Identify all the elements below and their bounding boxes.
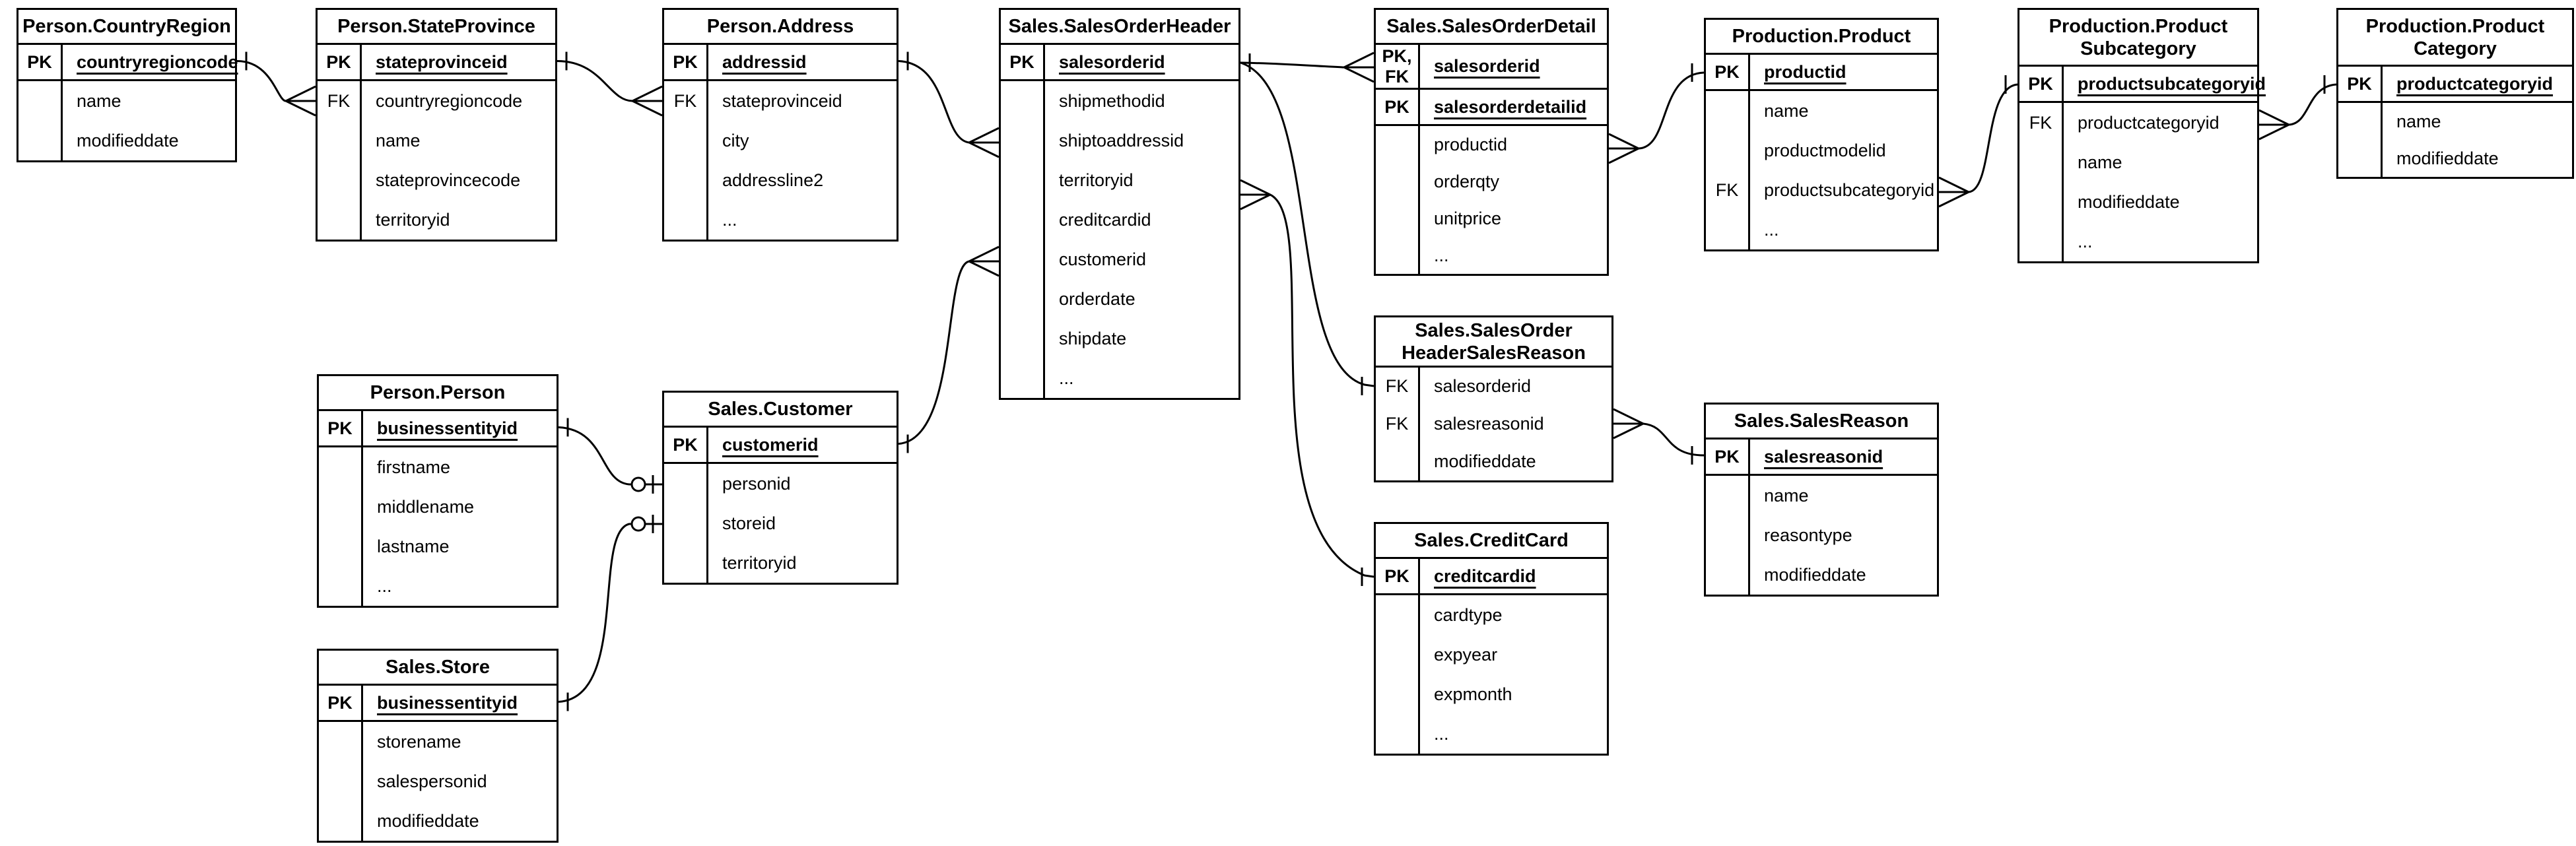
relationship-line[interactable] bbox=[898, 61, 999, 143]
field-cell: modifieddate bbox=[77, 130, 179, 150]
field-cell: businessentityid bbox=[377, 692, 518, 713]
field-row bbox=[1001, 81, 1238, 121]
table-title-line: Sales.Store bbox=[386, 657, 490, 678]
relationship-line[interactable] bbox=[898, 261, 999, 444]
rel-stateprovince-address[interactable] bbox=[557, 52, 662, 116]
field-row bbox=[664, 200, 897, 240]
field-cell: addressline2 bbox=[722, 170, 824, 190]
field-row bbox=[2019, 103, 2257, 143]
field-row bbox=[18, 81, 235, 121]
field-cell: unitprice bbox=[1434, 208, 1502, 228]
key-cell: PK bbox=[1714, 61, 1740, 82]
field-cell: productsubcategoryid bbox=[1764, 179, 1935, 200]
key-row bbox=[1376, 45, 1607, 90]
relationship-line[interactable] bbox=[1613, 424, 1704, 455]
table-title bbox=[318, 10, 555, 45]
field-row bbox=[319, 566, 557, 606]
key-cell: PK bbox=[2347, 73, 2372, 94]
relationship-line[interactable] bbox=[559, 428, 662, 485]
table-title-line: HeaderSalesReason bbox=[1402, 342, 1586, 364]
key-cell: PK bbox=[2028, 73, 2053, 94]
table-title-line: Sales.CreditCard bbox=[1414, 530, 1569, 551]
table-title bbox=[664, 393, 897, 428]
rel-product-productsubcategory[interactable] bbox=[1939, 75, 2017, 207]
key-row bbox=[1376, 559, 1607, 595]
table-title-line: Category bbox=[2414, 38, 2497, 59]
table-title bbox=[664, 10, 897, 45]
field-row bbox=[318, 200, 555, 240]
field-cell: shiptoaddressid bbox=[1059, 130, 1184, 150]
rel-customer-salesorderheader[interactable] bbox=[898, 247, 999, 453]
table-rows bbox=[664, 428, 897, 583]
table-rows bbox=[318, 45, 555, 240]
key-cell: PK bbox=[1714, 446, 1740, 467]
field-row bbox=[664, 543, 897, 583]
table-sales-salesorderdetail[interactable] bbox=[1374, 8, 1609, 276]
field-cell: shipmethodid bbox=[1059, 90, 1165, 111]
field-cell: expmonth bbox=[1434, 684, 1512, 704]
field-cell: name bbox=[1764, 100, 1809, 121]
field-cell: firstname bbox=[377, 457, 451, 477]
field-cell: storename bbox=[377, 731, 461, 752]
table-person-person[interactable] bbox=[317, 374, 559, 608]
field-row bbox=[2338, 103, 2572, 140]
table-title bbox=[319, 651, 557, 686]
key-cell: PK bbox=[27, 51, 52, 72]
field-cell: name bbox=[2078, 152, 2122, 172]
key-cell: PK bbox=[326, 51, 351, 72]
relationship-line[interactable] bbox=[1609, 73, 1704, 148]
field-cell: territoryid bbox=[722, 552, 797, 573]
field-cell: ... bbox=[1059, 368, 1074, 388]
table-person-countryregion[interactable] bbox=[17, 8, 237, 162]
field-row bbox=[18, 121, 235, 160]
rel-store-customer[interactable] bbox=[559, 515, 662, 711]
rel-countryregion-stateprovince[interactable] bbox=[237, 52, 316, 116]
field-row bbox=[1706, 555, 1937, 595]
field-cell: personid bbox=[722, 473, 791, 494]
field-cell: orderqty bbox=[1434, 171, 1500, 191]
field-row bbox=[1001, 319, 1238, 358]
table-title-line: Production.Product bbox=[2049, 15, 2228, 37]
field-cell: territoryid bbox=[376, 209, 450, 230]
field-row bbox=[1706, 170, 1937, 210]
field-row bbox=[1706, 91, 1937, 131]
rel-headersalesreason-salesreason[interactable] bbox=[1613, 409, 1704, 465]
field-row bbox=[1376, 674, 1607, 714]
field-cell: productid bbox=[1434, 134, 1508, 154]
field-row bbox=[664, 81, 897, 121]
field-row bbox=[1706, 131, 1937, 170]
field-row bbox=[2338, 140, 2572, 177]
field-row bbox=[664, 504, 897, 543]
key-cell: PK bbox=[1009, 51, 1034, 72]
field-cell: salesorderdetailid bbox=[1434, 96, 1587, 117]
key-row bbox=[1001, 45, 1238, 81]
field-cell: cardtype bbox=[1434, 604, 1503, 625]
key-row bbox=[18, 45, 238, 81]
key-row bbox=[664, 428, 897, 464]
field-cell: salesreasonid bbox=[1434, 414, 1544, 434]
field-cell: productid bbox=[1764, 61, 1847, 82]
key-cell: PK bbox=[673, 51, 698, 72]
field-row bbox=[1706, 210, 1937, 249]
table-title-line: Person.StateProvince bbox=[337, 16, 535, 37]
zero-circle-marker bbox=[632, 478, 645, 491]
rel-salesorderheader-creditcard[interactable] bbox=[1240, 180, 1374, 586]
key-row bbox=[1706, 439, 1937, 476]
field-row bbox=[318, 121, 555, 160]
relationship-line[interactable] bbox=[1240, 63, 1374, 386]
field-row bbox=[1376, 714, 1607, 754]
table-title bbox=[1376, 317, 1611, 368]
key-row bbox=[2019, 67, 2266, 103]
field-row bbox=[319, 447, 557, 487]
table-title-line: Sales.Customer bbox=[708, 399, 853, 420]
table-sales-salesreason[interactable] bbox=[1704, 403, 1939, 597]
table-sales-salesorderheader[interactable] bbox=[999, 8, 1240, 400]
rel-salesorderheader-headersalesreason[interactable] bbox=[1240, 63, 1374, 395]
field-row bbox=[318, 160, 555, 200]
key-row bbox=[1376, 90, 1607, 126]
table-title bbox=[1001, 10, 1238, 45]
table-rows bbox=[1706, 55, 1937, 249]
table-rows bbox=[18, 45, 238, 160]
table-title-line: Sales.SalesReason bbox=[1734, 410, 1909, 432]
field-row bbox=[319, 762, 557, 801]
relationship-line[interactable] bbox=[237, 61, 316, 102]
field-cell: name bbox=[376, 130, 421, 150]
field-cell: expyear bbox=[1434, 644, 1498, 665]
key-row bbox=[2338, 67, 2572, 103]
field-cell: productcategoryid bbox=[2396, 73, 2554, 94]
field-cell: customerid bbox=[1059, 249, 1147, 269]
field-cell: ... bbox=[2078, 231, 2093, 251]
field-cell: ... bbox=[722, 209, 737, 230]
table-rows bbox=[319, 686, 557, 841]
field-cell: countryregioncode bbox=[376, 90, 523, 111]
table-title-line: Person.Person bbox=[370, 382, 506, 403]
field-row bbox=[319, 722, 557, 762]
key-cell: FK bbox=[1385, 414, 1409, 434]
zero-circle-marker bbox=[632, 517, 645, 531]
table-sales-customer[interactable] bbox=[662, 391, 898, 585]
field-cell: stateprovincecode bbox=[376, 170, 521, 190]
field-row bbox=[1001, 279, 1238, 319]
field-cell: creditcardid bbox=[1434, 566, 1536, 586]
rel-person-customer[interactable] bbox=[559, 418, 662, 494]
table-rows bbox=[1376, 45, 1607, 274]
table-title-line: Person.Address bbox=[706, 16, 854, 37]
key-cell: PK bbox=[673, 434, 698, 455]
field-cell: ... bbox=[1434, 245, 1449, 265]
table-production-product[interactable] bbox=[1704, 18, 1939, 251]
field-row bbox=[1376, 126, 1607, 163]
table-title-line: Sales.SalesOrder bbox=[1415, 319, 1573, 341]
field-cell: countryregioncode bbox=[77, 51, 238, 72]
table-title-line: Sales.SalesOrderDetail bbox=[1386, 16, 1596, 37]
table-rows bbox=[1376, 559, 1607, 754]
key-row bbox=[318, 45, 555, 81]
table-title-line: Sales.SalesOrderHeader bbox=[1008, 16, 1231, 37]
field-cell: salesorderid bbox=[1434, 56, 1540, 76]
field-row bbox=[2019, 143, 2257, 182]
field-cell: name bbox=[77, 90, 121, 111]
field-cell: name bbox=[2396, 111, 2441, 131]
field-cell: productcategoryid bbox=[2078, 112, 2220, 133]
field-row bbox=[1376, 163, 1607, 200]
field-row bbox=[1376, 200, 1607, 237]
table-title bbox=[2019, 10, 2257, 67]
field-cell: name bbox=[1764, 485, 1809, 505]
field-cell: salesorderid bbox=[1434, 376, 1532, 396]
field-row bbox=[664, 160, 897, 200]
field-cell: modifieddate bbox=[2078, 191, 2180, 212]
key-cell: FK bbox=[1715, 179, 1739, 200]
table-rows bbox=[1001, 45, 1238, 398]
field-cell: businessentityid bbox=[377, 418, 518, 438]
field-cell: storeid bbox=[722, 513, 776, 533]
field-cell: modifieddate bbox=[377, 810, 479, 831]
key-cell: PK bbox=[327, 418, 353, 438]
field-cell: salesreasonid bbox=[1764, 446, 1883, 467]
key-cell: FK bbox=[2029, 112, 2052, 133]
field-row bbox=[664, 121, 897, 160]
key-row bbox=[319, 686, 557, 722]
field-cell: salesorderid bbox=[1059, 51, 1165, 72]
key-cell: PK bbox=[1384, 96, 1409, 117]
table-title-line: Subcategory bbox=[2080, 38, 2196, 59]
table-sales-store[interactable] bbox=[317, 649, 559, 843]
table-sales-creditcard[interactable] bbox=[1374, 522, 1609, 756]
field-cell: addressid bbox=[722, 51, 807, 72]
field-row bbox=[1001, 358, 1238, 398]
table-title bbox=[2338, 10, 2572, 67]
rel-productsubcategory-productcategory[interactable] bbox=[2259, 75, 2336, 139]
field-row bbox=[1376, 443, 1611, 480]
field-row bbox=[319, 801, 557, 841]
key-cell: PK, FK bbox=[1382, 46, 1412, 86]
field-cell: customerid bbox=[722, 434, 819, 455]
field-row bbox=[1001, 121, 1238, 160]
relationship-line[interactable] bbox=[1939, 84, 2017, 192]
table-rows bbox=[319, 411, 557, 606]
field-row bbox=[1706, 515, 1937, 555]
field-cell: reasontype bbox=[1764, 525, 1852, 545]
field-row bbox=[1001, 240, 1238, 279]
field-cell: stateprovinceid bbox=[722, 90, 842, 111]
field-cell: orderdate bbox=[1059, 288, 1135, 309]
key-row bbox=[664, 45, 897, 81]
key-row bbox=[1706, 55, 1937, 91]
key-cell: PK bbox=[327, 692, 353, 713]
key-cell: FK bbox=[327, 90, 351, 111]
field-cell: middlename bbox=[377, 496, 475, 517]
table-title-line: Person.CountryRegion bbox=[22, 16, 231, 37]
rel-address-salesorderheader[interactable] bbox=[898, 52, 999, 158]
field-row bbox=[664, 464, 897, 504]
field-row bbox=[1376, 635, 1607, 674]
field-cell: stateprovinceid bbox=[376, 51, 508, 72]
table-person-stateprovince[interactable] bbox=[316, 8, 557, 242]
relationship-line[interactable] bbox=[559, 524, 662, 702]
field-cell: modifieddate bbox=[1434, 451, 1536, 471]
key-cell: PK bbox=[1384, 566, 1409, 586]
field-cell: city bbox=[722, 130, 749, 150]
table-rows bbox=[2338, 67, 2572, 177]
table-title bbox=[1706, 20, 1937, 55]
table-title bbox=[319, 376, 557, 411]
field-row bbox=[1001, 200, 1238, 240]
field-cell: modifieddate bbox=[1764, 564, 1866, 585]
field-cell: productmodelid bbox=[1764, 140, 1886, 160]
rel-salesorderdetail-product[interactable] bbox=[1609, 63, 1704, 163]
field-row bbox=[318, 81, 555, 121]
field-cell: ... bbox=[1434, 723, 1449, 744]
field-cell: territoryid bbox=[1059, 170, 1134, 190]
field-cell: productsubcategoryid bbox=[2078, 73, 2266, 94]
field-row bbox=[319, 527, 557, 566]
field-row bbox=[2019, 182, 2257, 222]
table-production-productcategory[interactable] bbox=[2336, 8, 2574, 179]
field-row bbox=[1706, 476, 1937, 515]
table-title bbox=[1376, 524, 1607, 559]
table-title bbox=[18, 10, 235, 45]
field-row bbox=[1376, 405, 1611, 443]
table-sales-salesorderheadersalesreason[interactable] bbox=[1374, 315, 1613, 482]
table-rows bbox=[1376, 368, 1611, 480]
table-rows bbox=[1706, 439, 1937, 595]
table-title-line: Production.Product bbox=[2365, 15, 2545, 37]
key-row bbox=[319, 411, 557, 447]
field-row bbox=[2019, 222, 2257, 261]
table-title bbox=[1376, 10, 1607, 45]
table-rows bbox=[664, 45, 897, 240]
field-cell: creditcardid bbox=[1059, 209, 1151, 230]
table-title bbox=[1706, 405, 1937, 439]
field-cell: shipdate bbox=[1059, 328, 1127, 348]
table-rows bbox=[2019, 67, 2266, 261]
field-row bbox=[1376, 237, 1607, 274]
field-cell: ... bbox=[377, 575, 392, 596]
field-row bbox=[319, 487, 557, 527]
key-cell: FK bbox=[1385, 376, 1409, 396]
table-production-productsubcategory[interactable] bbox=[2017, 8, 2266, 263]
field-cell: ... bbox=[1764, 219, 1779, 240]
field-row bbox=[1001, 160, 1238, 200]
field-cell: salespersonid bbox=[377, 771, 487, 791]
field-row bbox=[1376, 595, 1607, 635]
table-title-line: Production.Product bbox=[1732, 26, 1911, 47]
field-cell: modifieddate bbox=[2396, 148, 2499, 168]
field-row bbox=[1376, 368, 1611, 405]
table-person-address[interactable] bbox=[662, 8, 898, 242]
key-cell: FK bbox=[673, 90, 697, 111]
field-cell: lastname bbox=[377, 536, 450, 556]
